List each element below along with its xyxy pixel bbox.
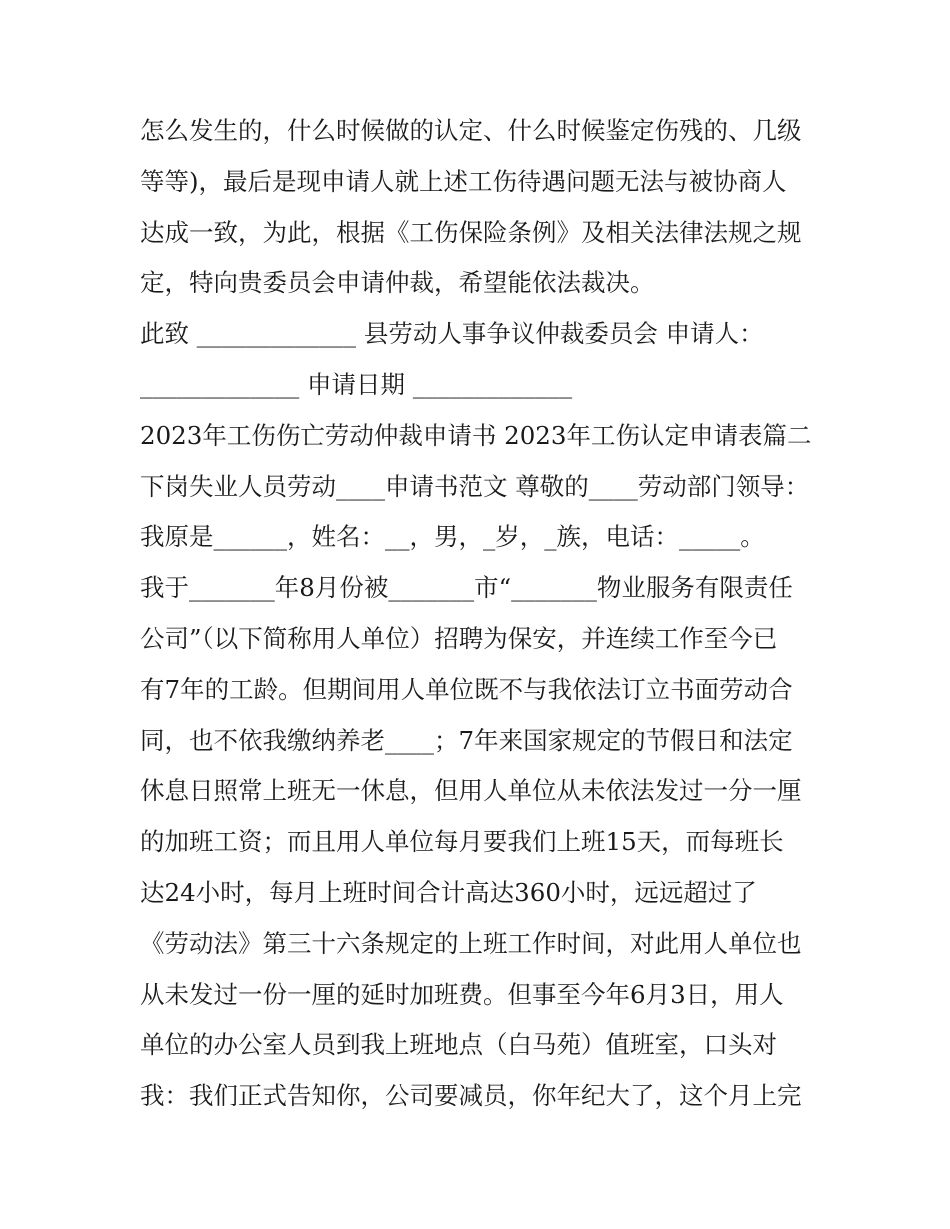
text-line: 定，特向贵委员会申请仲裁，希望能依法裁决。 — [140, 268, 655, 298]
text-line: 休息日照常上班无一休息，但用人单位从未依法发过一分一厘 — [140, 776, 802, 806]
text-line: 我于_______年8月份被_______市“_______物业服务有限责任 — [140, 573, 793, 603]
text-line: 达成一致，为此，根据《工伤保险条例》及相关法律法规之规 — [140, 217, 802, 247]
text-line: 同，也不依我缴纳养老____；7年来国家规定的节假日和法定 — [140, 725, 793, 755]
text-line: 《劳动法》第三十六条规定的上班工作时间，对此用人单位也 — [140, 928, 802, 958]
text-line: 从未发过一份一厘的延时加班费。但事至今年6月3日，用人 — [140, 979, 784, 1009]
text-line: 等等)，最后是现申请人就上述工伤待遇问题无法与被协商人 — [140, 166, 787, 196]
text-line: 我：我们正式告知你，公司要减员，你年纪大了，这个月上完 — [140, 1081, 802, 1111]
text-line: _____________ 申请日期 _____________ — [140, 369, 573, 399]
text-line: 下岗失业人员劳动____申请书范文 尊敬的____劳动部门领导： — [140, 471, 810, 501]
text-line: 公司”（以下简称用人单位）招聘为保安，并连续工作至今已 — [140, 623, 778, 653]
text-line: 此致 _____________ 县劳动人事争议仲裁委员会 申请人： — [140, 319, 764, 349]
text-line: 有7年的工龄。但期间用人单位既不与我依法订立书面劳动合 — [140, 674, 793, 704]
text-line: 单位的办公室人员到我上班地点（白马苑）值班室，口头对 — [140, 1030, 777, 1060]
text-line: 怎么发生的，什么时候做的认定、什么时候鉴定伤残的、几级 — [140, 116, 802, 145]
text-line: 我原是______，姓名：__，男，_岁，_族，电话：_____。 — [140, 522, 765, 552]
text-line: 达24小时，每月上班时间合计高达360小时，远远超过了 — [140, 877, 757, 907]
text-line: 的加班工资；而且用人单位每月要我们上班15天，而每班长 — [140, 827, 784, 857]
document-body — [140, 106, 820, 1122]
text-line: 2023年工伤伤亡劳动仲裁申请书 2023年工伤认定申请表篇二 — [140, 420, 812, 450]
